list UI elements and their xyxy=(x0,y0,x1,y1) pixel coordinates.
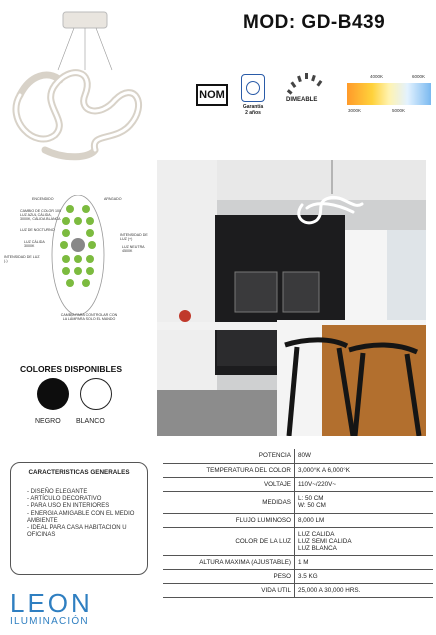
warranty-badge xyxy=(236,74,270,116)
kelvin-4000: 4000K xyxy=(370,74,384,79)
table-row xyxy=(163,569,433,583)
spec-value: 8,000 LM xyxy=(295,513,434,527)
remote-label-on: ENCENDIDO xyxy=(32,197,54,201)
logo-wordmark: LEON xyxy=(10,588,93,618)
shield-icon xyxy=(241,74,265,102)
spec-key: ALTURA MAXIMA (AJUSTABLE) xyxy=(163,555,295,569)
general-features-box xyxy=(10,462,148,575)
available-colors-title: COLORES DISPONIBLES xyxy=(20,364,123,374)
remote-label-night: LUZ DE NOCTURNO xyxy=(20,228,55,232)
spec-value: 3,000°K A 6,000°K xyxy=(295,463,434,477)
table-row xyxy=(163,463,433,477)
color-temperature-gradient xyxy=(347,83,431,105)
kelvin-3000: 3000K xyxy=(348,108,362,113)
warranty-label: Garantía xyxy=(242,104,264,110)
dimmer-icon xyxy=(286,70,326,96)
lamp-product-image xyxy=(0,0,150,165)
list-item: - DISEÑO ELEGANTE xyxy=(27,489,88,495)
dimmable-label: DIMEABLE xyxy=(286,97,318,103)
spec-value: 25,000 A 30,000 HRS. xyxy=(295,583,434,597)
list-item: - ENERGIA AMIGABLE CON EL MEDIO AMBIENTE xyxy=(27,510,135,524)
spec-value: LUZ CALIDA LUZ SEMI CALIDA LUZ BLANCA xyxy=(295,527,434,555)
spec-key: FLUJO LUMINOSO xyxy=(163,513,295,527)
nom-badge: NOM xyxy=(196,84,228,106)
brand-logo xyxy=(10,590,93,628)
list-item: - IDEAL PARA CASA HABITACION U OFICINAS xyxy=(27,525,127,539)
table-row xyxy=(163,527,433,555)
remote-label-off: APAGADO xyxy=(104,197,122,201)
remote-label-pairing: CAMBIA PARA CONTROLAR CON LA LÁMPARA SOLO EL MANDO xyxy=(60,313,118,321)
remote-label-intensity-up: INTENSIDAD DE LUZ (+) xyxy=(120,233,148,241)
remote-control-diagram xyxy=(0,195,156,335)
logo-subtitle: ILUMINACIÓN xyxy=(10,616,89,627)
color-swatch-black xyxy=(37,378,69,410)
kelvin-5000: 5000K xyxy=(392,108,406,113)
model-title: MOD: GD-B439 xyxy=(243,12,386,33)
spec-key: MEDIDAS xyxy=(163,491,295,513)
color-label-white: BLANCO xyxy=(76,418,105,425)
features-list xyxy=(27,489,141,539)
table-row xyxy=(163,449,433,463)
warranty-years: 2 años xyxy=(245,110,261,116)
spec-key: VIDA UTIL xyxy=(163,583,295,597)
remote-label-warm: LUZ CÁLIDA 3000K xyxy=(24,240,45,248)
remote-label-neutral: LUZ NEUTRA 4500K xyxy=(122,245,145,253)
color-swatch-white xyxy=(80,378,112,410)
spec-key: COLOR DE LA LUZ xyxy=(163,527,295,555)
spec-value: 80W xyxy=(295,449,434,463)
table-row xyxy=(163,555,433,569)
list-item: - ARTÍCULO DECORATIVO xyxy=(27,496,102,503)
table-row xyxy=(163,491,433,513)
list-item: - PARA USO EN INTERIORES xyxy=(27,503,110,510)
spec-value: 3.5 KG xyxy=(295,569,434,583)
spec-key: VOLTAJE xyxy=(163,477,295,491)
spec-value: 1 M xyxy=(295,555,434,569)
remote-label-color-change: CAMBIO DE COLOR 100 LUZ AZUL CÁLIDA, 3000K, CÁLIDA BLANCA xyxy=(20,209,61,221)
color-label-black: NEGRO xyxy=(35,418,61,425)
kitchen-photo xyxy=(157,160,426,436)
spec-value: L: 50 CM W: 50 CM xyxy=(295,491,434,513)
specifications-table xyxy=(163,449,433,598)
remote-label-intensity-down: INTENSIDAD DE LUZ (-) xyxy=(4,255,40,263)
table-row xyxy=(163,477,433,491)
table-row xyxy=(163,583,433,597)
table-row xyxy=(163,513,433,527)
spec-value: 110V~/220V~ xyxy=(295,477,434,491)
spec-key: TEMPERATURA DEL COLOR xyxy=(163,463,295,477)
kelvin-6000: 6000K xyxy=(412,74,426,79)
spec-key: POTENCIA xyxy=(163,449,295,463)
features-title: CARACTERISTICAS GENERALES xyxy=(28,469,130,476)
spec-key: PESO xyxy=(163,569,295,583)
